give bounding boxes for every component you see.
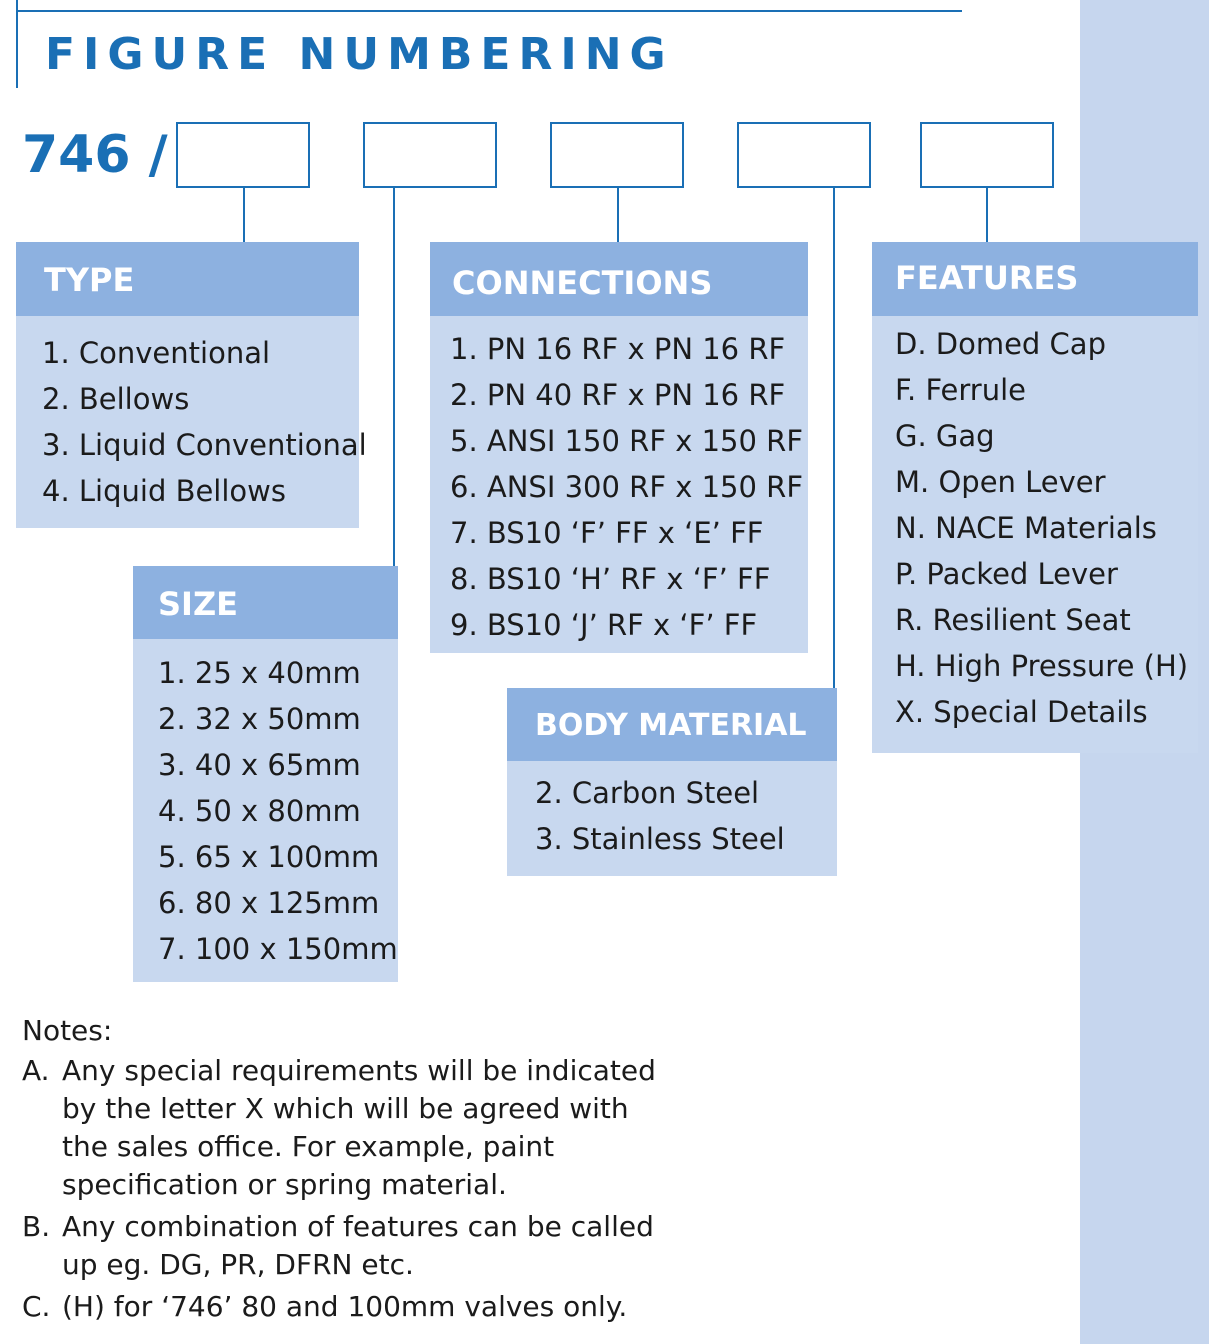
type-option: 4. Liquid Bellows [42,474,286,508]
notes-title: Notes: [22,1014,113,1047]
features-option: H. High Pressure (H) [895,649,1189,683]
size-panel [133,566,398,982]
body-material-option: 3. Stainless Steel [535,822,785,856]
note-letter: A. [22,1054,50,1087]
connector-size [393,188,395,566]
type-option: 1. Conventional [42,336,271,370]
note-text: (H) for ‘746’ 80 and 100mm valves only. [62,1290,628,1323]
size-option: 3. 40 x 65mm [158,748,361,782]
size-option: 2. 32 x 50mm [158,702,361,736]
size-list [133,639,398,972]
size-option: 4. 50 x 80mm [158,794,361,828]
features-option: N. NACE Materials [895,511,1157,545]
left-rule [16,0,18,88]
type-list [16,316,367,514]
code-slot-size [363,122,497,188]
type-heading: TYPE [16,242,359,316]
code-slot-type [176,122,310,188]
top-rule [16,10,962,12]
code-slot-body-material [737,122,871,188]
notes-section [22,1012,662,1330]
note-item [22,1052,662,1204]
features-option: D. Domed Cap [895,327,1106,361]
connections-option: 9. BS10 ‘J’ RF x ‘F’ FF [450,608,758,642]
body-material-heading: BODY MATERIAL [507,688,837,761]
size-option: 6. 80 x 125mm [158,886,380,920]
connections-list [430,316,808,648]
note-item [22,1288,662,1326]
note-text: Any special requirements will be indicated by the letter X which will be agreed with the sales office. For example, paint specification or spring material. [62,1054,656,1201]
body-material-panel [507,688,837,876]
features-option: G. Gag [895,419,995,453]
connections-option: 7. BS10 ‘F’ FF x ‘E’ FF [450,516,764,550]
features-option: P. Packed Lever [895,557,1118,591]
features-option: R. Resilient Seat [895,603,1131,637]
features-option: X. Special Details [895,695,1148,729]
connector-body-material [833,188,835,688]
type-option: 3. Liquid Conventional [42,428,367,462]
features-list [872,316,1198,735]
connections-option: 2. PN 40 RF x PN 16 RF [450,378,786,412]
type-option: 2. Bellows [42,382,190,416]
size-option: 5. 65 x 100mm [158,840,380,874]
connections-option: 8. BS10 ‘H’ RF x ‘F’ FF [450,562,771,596]
size-option: 1. 25 x 40mm [158,656,361,690]
connections-panel [430,242,808,653]
size-heading: SIZE [133,566,398,639]
code-slot-connections [550,122,684,188]
connections-option: 5. ANSI 150 RF x 150 RF [450,424,803,458]
connector-connections [617,188,619,242]
connector-features [986,188,988,242]
connections-heading: CONNECTIONS [430,242,808,316]
note-letter: B. [22,1210,51,1243]
features-option: M. Open Lever [895,465,1106,499]
features-option: F. Ferrule [895,373,1027,407]
note-text: Any combination of features can be called up eg. DG, PR, DFRN etc. [62,1210,654,1281]
note-item [22,1208,662,1284]
connections-option: 1. PN 16 RF x PN 16 RF [450,332,786,366]
features-heading: FEATURES [872,242,1198,316]
size-option: 7. 100 x 150mm [158,932,398,966]
connections-option: 6. ANSI 300 RF x 150 RF [450,470,803,504]
features-panel [872,242,1198,753]
body-material-list [507,761,837,862]
code-slot-features [920,122,1054,188]
page-title: FIGURE NUMBERING [45,29,674,80]
type-panel [16,242,367,528]
figure-code-prefix: 746 / [22,125,168,185]
body-material-option: 2. Carbon Steel [535,776,760,810]
connector-type [243,188,245,242]
note-letter: C. [22,1290,51,1323]
